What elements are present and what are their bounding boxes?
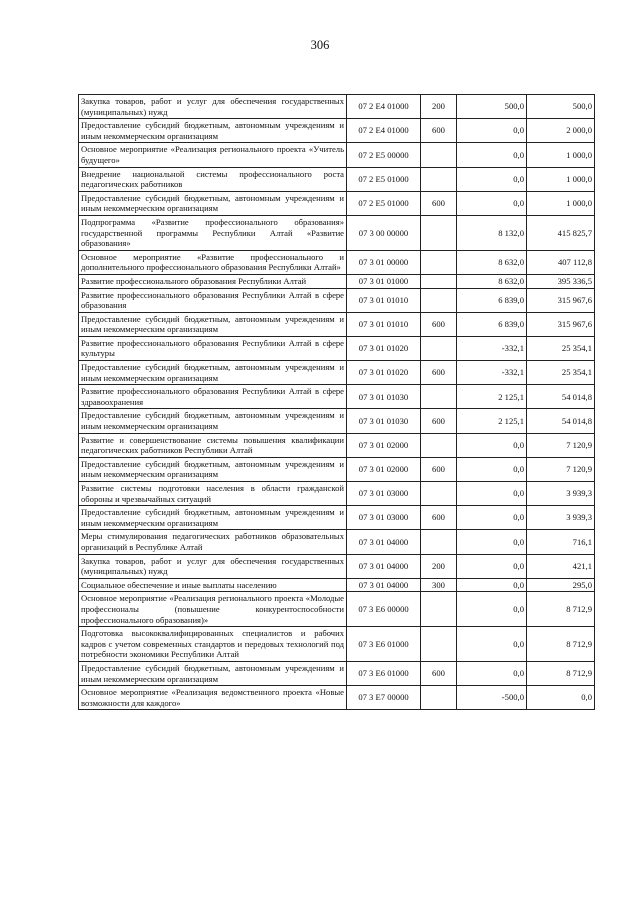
row-name-cell: Основное мероприятие «Реализация регионального проекта «Молодые профессионалы (повышение конкурентоспособности профессионального образования)»	[79, 592, 347, 627]
row-change-cell: 8 132,0	[457, 215, 527, 250]
row-name-cell: Социальное обеспечение и иные выплаты населению	[79, 578, 347, 592]
row-code-cell: 07 3 01 03000	[347, 482, 421, 506]
row-change-cell: 0,0	[457, 457, 527, 481]
row-name-cell: Развитие профессионального образования Республики Алтай	[79, 274, 347, 288]
row-kvr-cell	[421, 530, 457, 554]
row-kvr-cell: 600	[421, 457, 457, 481]
table-row	[79, 312, 595, 336]
row-kvr-cell	[421, 482, 457, 506]
row-name-cell: Закупка товаров, работ и услуг для обеспечения государственных (муниципальных) нужд	[79, 554, 347, 578]
row-name-cell: Предоставление субсидий бюджетным, автономным учреждениям и иным некоммерческим организациям	[79, 409, 347, 433]
row-change-cell: 0,0	[457, 661, 527, 685]
row-kvr-cell: 600	[421, 312, 457, 336]
table-row	[79, 686, 595, 710]
row-change-cell: 6 839,0	[457, 312, 527, 336]
row-code-cell: 07 3 01 01030	[347, 409, 421, 433]
row-name-cell: Закупка товаров, работ и услуг для обеспечения государственных (муниципальных) нужд	[79, 95, 347, 119]
row-total-cell: 54 014,8	[527, 409, 595, 433]
row-kvr-cell	[421, 592, 457, 627]
row-change-cell: 0,0	[457, 143, 527, 167]
row-code-cell: 07 3 E7 00000	[347, 686, 421, 710]
row-code-cell: 07 2 E4 01000	[347, 119, 421, 143]
row-code-cell: 07 2 E5 01000	[347, 167, 421, 191]
row-change-cell: 0,0	[457, 119, 527, 143]
row-total-cell: 315 967,6	[527, 288, 595, 312]
row-kvr-cell	[421, 250, 457, 274]
row-total-cell: 421,1	[527, 554, 595, 578]
table-row	[79, 530, 595, 554]
row-code-cell: 07 3 E6 01000	[347, 661, 421, 685]
row-code-cell: 07 3 01 01000	[347, 274, 421, 288]
row-kvr-cell	[421, 274, 457, 288]
row-name-cell: Подпрограмма «Развитие профессионального образования» государственной программы Республики Алтай «Развитие образования»	[79, 215, 347, 250]
row-code-cell: 07 3 E6 01000	[347, 627, 421, 662]
row-change-cell: 8 632,0	[457, 274, 527, 288]
row-change-cell: 6 839,0	[457, 288, 527, 312]
row-code-cell: 07 3 01 02000	[347, 433, 421, 457]
row-change-cell: -332,1	[457, 336, 527, 360]
row-total-cell: 315 967,6	[527, 312, 595, 336]
row-kvr-cell: 600	[421, 409, 457, 433]
row-change-cell: -500,0	[457, 686, 527, 710]
row-change-cell: 0,0	[457, 554, 527, 578]
row-name-cell: Предоставление субсидий бюджетным, автономным учреждениям и иным некоммерческим организациям	[79, 506, 347, 530]
row-code-cell: 07 3 00 00000	[347, 215, 421, 250]
table-row	[79, 482, 595, 506]
row-kvr-cell	[421, 433, 457, 457]
row-total-cell: 415 825,7	[527, 215, 595, 250]
row-name-cell: Предоставление субсидий бюджетным, автономным учреждениям и иным некоммерческим организациям	[79, 191, 347, 215]
table-row	[79, 578, 595, 592]
row-change-cell: 0,0	[457, 578, 527, 592]
table-row	[79, 592, 595, 627]
row-name-cell: Развитие системы подготовки населения в области гражданской обороны и чрезвычайных ситуаций	[79, 482, 347, 506]
row-code-cell: 07 3 01 04000	[347, 554, 421, 578]
row-total-cell: 295,0	[527, 578, 595, 592]
row-change-cell: 0,0	[457, 191, 527, 215]
row-change-cell: 500,0	[457, 95, 527, 119]
row-change-cell: 8 632,0	[457, 250, 527, 274]
table-row	[79, 143, 595, 167]
row-total-cell: 1 000,0	[527, 191, 595, 215]
row-code-cell: 07 3 01 04000	[347, 578, 421, 592]
row-kvr-cell: 600	[421, 661, 457, 685]
row-kvr-cell	[421, 686, 457, 710]
row-change-cell: 0,0	[457, 592, 527, 627]
row-total-cell: 3 939,3	[527, 482, 595, 506]
table-row	[79, 457, 595, 481]
row-code-cell: 07 2 E5 01000	[347, 191, 421, 215]
row-change-cell: -332,1	[457, 361, 527, 385]
row-change-cell: 2 125,1	[457, 409, 527, 433]
row-kvr-cell	[421, 167, 457, 191]
row-change-cell: 0,0	[457, 506, 527, 530]
row-name-cell: Основное мероприятие «Развитие профессионального и дополнительного профессионального образования Республики Алтай»	[79, 250, 347, 274]
row-name-cell: Предоставление субсидий бюджетным, автономным учреждениям и иным некоммерческим организациям	[79, 361, 347, 385]
page-number: 306	[310, 38, 330, 52]
budget-table-body	[79, 95, 595, 710]
row-code-cell: 07 3 01 01020	[347, 336, 421, 360]
table-row	[79, 95, 595, 119]
budget-table	[78, 94, 595, 710]
row-name-cell: Предоставление субсидий бюджетным, автономным учреждениям и иным некоммерческим организациям	[79, 661, 347, 685]
row-code-cell: 07 3 01 01020	[347, 361, 421, 385]
row-total-cell: 3 939,3	[527, 506, 595, 530]
row-total-cell: 1 000,0	[527, 143, 595, 167]
row-total-cell: 2 000,0	[527, 119, 595, 143]
row-total-cell: 395 336,5	[527, 274, 595, 288]
table-row	[79, 661, 595, 685]
row-kvr-cell	[421, 143, 457, 167]
table-row	[79, 433, 595, 457]
table-row	[79, 336, 595, 360]
row-change-cell: 0,0	[457, 482, 527, 506]
row-name-cell: Основное мероприятие «Реализация регионального проекта «Учитель будущего»	[79, 143, 347, 167]
table-row	[79, 215, 595, 250]
row-name-cell: Подготовка высококвалифицированных специалистов и рабочих кадров с учетом современных стандартов и передовых технологий под потребности экономики Республики Алтай	[79, 627, 347, 662]
row-code-cell: 07 3 01 00000	[347, 250, 421, 274]
row-code-cell: 07 2 E4 01000	[347, 95, 421, 119]
row-code-cell: 07 3 01 03000	[347, 506, 421, 530]
row-kvr-cell: 600	[421, 506, 457, 530]
table-row	[79, 119, 595, 143]
row-total-cell: 500,0	[527, 95, 595, 119]
row-name-cell: Предоставление субсидий бюджетным, автономным учреждениям и иным некоммерческим организациям	[79, 119, 347, 143]
table-row	[79, 409, 595, 433]
table-row	[79, 250, 595, 274]
row-kvr-cell: 600	[421, 191, 457, 215]
row-name-cell: Развитие профессионального образования Республики Алтай в сфере здравоохранения	[79, 385, 347, 409]
row-total-cell: 8 712,9	[527, 627, 595, 662]
table-row	[79, 627, 595, 662]
table-row	[79, 288, 595, 312]
row-total-cell: 0,0	[527, 686, 595, 710]
row-code-cell: 07 3 01 04000	[347, 530, 421, 554]
row-code-cell: 07 3 E6 00000	[347, 592, 421, 627]
table-row	[79, 361, 595, 385]
row-total-cell: 7 120,9	[527, 433, 595, 457]
table-row	[79, 274, 595, 288]
table-row	[79, 167, 595, 191]
row-change-cell: 0,0	[457, 433, 527, 457]
row-kvr-cell: 600	[421, 119, 457, 143]
row-code-cell: 07 2 E5 00000	[347, 143, 421, 167]
row-kvr-cell	[421, 215, 457, 250]
row-kvr-cell: 200	[421, 95, 457, 119]
row-name-cell: Развитие и совершенствование системы повышения квалификации педагогических работников Республики Алтай	[79, 433, 347, 457]
row-name-cell: Внедрение национальной системы профессионального роста педагогических работников	[79, 167, 347, 191]
row-change-cell: 2 125,1	[457, 385, 527, 409]
row-code-cell: 07 3 01 02000	[347, 457, 421, 481]
table-row	[79, 554, 595, 578]
row-change-cell: 0,0	[457, 627, 527, 662]
row-kvr-cell: 200	[421, 554, 457, 578]
row-name-cell: Меры стимулирования педагогических работников образовательных организаций в Республике Алтай	[79, 530, 347, 554]
row-change-cell: 0,0	[457, 530, 527, 554]
table-row	[79, 506, 595, 530]
table-row	[79, 191, 595, 215]
row-total-cell: 407 112,8	[527, 250, 595, 274]
row-total-cell: 54 014,8	[527, 385, 595, 409]
row-name-cell: Предоставление субсидий бюджетным, автономным учреждениям и иным некоммерческим организациям	[79, 312, 347, 336]
row-code-cell: 07 3 01 01010	[347, 312, 421, 336]
row-kvr-cell	[421, 336, 457, 360]
row-code-cell: 07 3 01 01030	[347, 385, 421, 409]
row-total-cell: 8 712,9	[527, 661, 595, 685]
row-code-cell: 07 3 01 01010	[347, 288, 421, 312]
row-total-cell: 716,1	[527, 530, 595, 554]
row-total-cell: 1 000,0	[527, 167, 595, 191]
row-name-cell: Развитие профессионального образования Республики Алтай в сфере культуры	[79, 336, 347, 360]
table-row	[79, 385, 595, 409]
row-total-cell: 25 354,1	[527, 336, 595, 360]
row-name-cell: Основное мероприятие «Реализация ведомственного проекта «Новые возможности для каждого»	[79, 686, 347, 710]
row-kvr-cell	[421, 288, 457, 312]
row-kvr-cell: 300	[421, 578, 457, 592]
row-total-cell: 7 120,9	[527, 457, 595, 481]
row-kvr-cell	[421, 627, 457, 662]
row-total-cell: 8 712,9	[527, 592, 595, 627]
row-change-cell: 0,0	[457, 167, 527, 191]
row-kvr-cell	[421, 385, 457, 409]
row-name-cell: Предоставление субсидий бюджетным, автономным учреждениям и иным некоммерческим организациям	[79, 457, 347, 481]
row-total-cell: 25 354,1	[527, 361, 595, 385]
row-name-cell: Развитие профессионального образования Республики Алтай в сфере образования	[79, 288, 347, 312]
row-kvr-cell: 600	[421, 361, 457, 385]
